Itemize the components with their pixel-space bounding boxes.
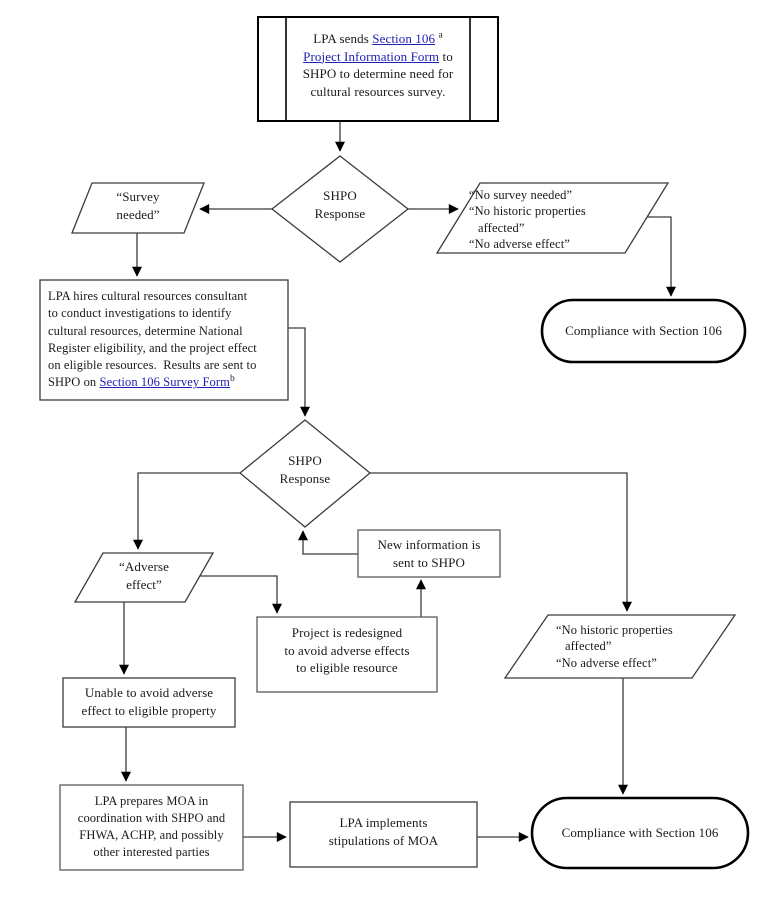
no-survey-line1: “No survey needed” bbox=[469, 188, 573, 202]
no-historic-line2: affected” bbox=[565, 639, 612, 654]
arrow-adverse-to-redesign bbox=[200, 576, 277, 613]
footnote-a: a bbox=[438, 30, 443, 41]
lpa-implements-line1: LPA implements bbox=[339, 815, 428, 830]
diamond2-text bbox=[255, 452, 355, 487]
lpa-hires-line2: to conduct investigations to identify bbox=[48, 306, 232, 321]
diamond1-line2: Response bbox=[314, 205, 366, 221]
section106-project-info-form-link[interactable]: Section 106 bbox=[372, 31, 436, 46]
diamond2-line2: Response bbox=[279, 470, 331, 486]
adverse-line2: effect” bbox=[126, 576, 162, 592]
unable-line1: Unable to avoid adverse bbox=[84, 685, 214, 700]
no-historic-text bbox=[556, 622, 731, 671]
section106-survey-form-link[interactable]: Section 106 Survey Form bbox=[99, 375, 230, 390]
arrow-diamond2-to-adverse bbox=[138, 473, 240, 549]
survey-needed-text bbox=[88, 188, 188, 223]
unable-line2: effect to eligible property bbox=[81, 702, 217, 718]
lpa-hires-line4: Register eligibility, and the project effect bbox=[48, 340, 257, 355]
compliance2-text bbox=[532, 798, 748, 868]
no-survey-text bbox=[469, 187, 649, 252]
adverse-line1: “Adverse bbox=[119, 559, 169, 574]
no-historic-line3: “No adverse effect” bbox=[556, 655, 657, 670]
lpa-hires-line5: on eligible resources. Results are sent to bbox=[48, 358, 257, 373]
arrow-lpa-hires-to-diamond2 bbox=[288, 328, 305, 416]
project-redesigned-line3: to eligible resource bbox=[296, 660, 398, 676]
compliance2-label: Compliance with Section 106 bbox=[561, 825, 719, 841]
section106-project-info-form-link-line2[interactable]: Project Information Form bbox=[303, 48, 440, 64]
diamond1-text bbox=[290, 187, 390, 222]
no-survey-line3: affected” bbox=[478, 220, 525, 235]
footnote-b: b bbox=[229, 374, 235, 385]
lpa-moa-text bbox=[60, 793, 243, 861]
project-redesigned-line1: Project is redesigned bbox=[291, 625, 403, 640]
lpa-hires-line6-pre: SHPO on bbox=[48, 375, 100, 390]
top-box-text bbox=[288, 30, 468, 100]
project-redesigned-line2: to avoid adverse effects bbox=[284, 642, 410, 658]
top-box-line3: SHPO to determine need for bbox=[302, 66, 454, 82]
shape-group bbox=[40, 17, 748, 870]
lpa-hires-line1: LPA hires cultural resources consultant bbox=[48, 289, 248, 303]
top-box-line1: LPA sends bbox=[313, 31, 373, 46]
lpa-hires-text bbox=[48, 288, 284, 392]
lpa-moa-line3: FHWA, ACHP, and possibly bbox=[79, 828, 224, 842]
lpa-implements-line2: stipulations of MOA bbox=[328, 832, 439, 848]
adverse-text bbox=[94, 558, 194, 593]
arrow-no-survey-to-compliance1 bbox=[646, 217, 671, 296]
survey-needed-line1: “Survey bbox=[116, 189, 160, 204]
compliance1-label: Compliance with Section 106 bbox=[565, 323, 722, 339]
lpa-implements-text bbox=[290, 814, 477, 849]
new-info-line2: sent to SHPO bbox=[393, 554, 465, 570]
survey-needed-line2: needed” bbox=[116, 206, 160, 222]
new-info-line1: New information is bbox=[377, 537, 481, 552]
top-box-line2-post: to bbox=[439, 48, 453, 64]
arrow-new-info-to-diamond2 bbox=[303, 531, 358, 554]
compliance1-text bbox=[542, 300, 745, 362]
new-info-text bbox=[358, 536, 500, 571]
no-survey-line2: “No historic properties bbox=[469, 204, 586, 219]
project-redesigned-text bbox=[257, 624, 437, 677]
no-historic-line1: “No historic properties bbox=[556, 623, 673, 637]
lpa-hires-line3: cultural resources, determine National bbox=[48, 323, 243, 338]
lpa-moa-line1: LPA prepares MOA in bbox=[94, 794, 209, 808]
diamond2-line1: SHPO bbox=[288, 453, 322, 468]
unable-text bbox=[63, 684, 235, 719]
lpa-moa-line4: other interested parties bbox=[93, 845, 210, 859]
lpa-moa-line2: coordination with SHPO and bbox=[77, 811, 226, 825]
diamond1-line1: SHPO bbox=[323, 188, 357, 203]
no-survey-line4: “No adverse effect” bbox=[469, 236, 570, 251]
top-box-line4: cultural resources survey. bbox=[310, 83, 446, 99]
